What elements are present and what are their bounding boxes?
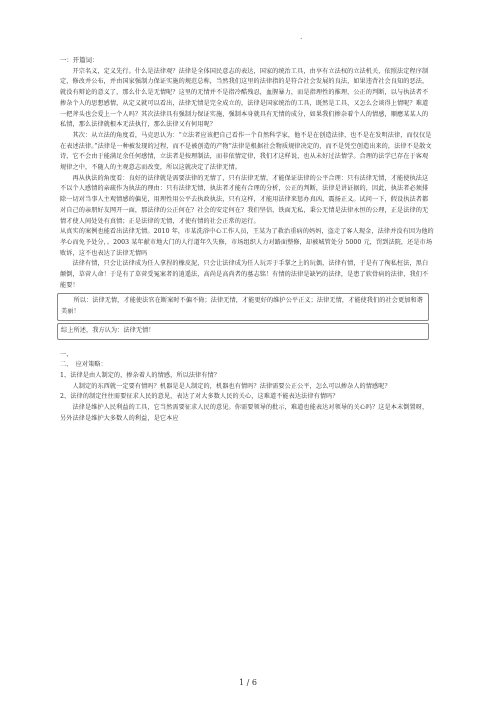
- paragraph-definition: 开宗名义，定义先行。什么是法律观？法律是全体国民意志的表达，国家的统治工具，由享有立法权的立法机关，依照法定程序制定，修改并公布，并由国家强制力保证实施的规范总称，当然我们这里的法律指的是符合社会发展的良法，如果违背社会良知的恶法，就没有辩论的意义了，那么什么是无情呢？这里的无情并不是指冷酷残忍，血腥暴力，而是指理性的推理，公正的判断，以与执法者不掺杂个人的思想感情，从定义就可以看出，法律无情是完全成立的，法律是国家统治的工具，既然是工具，又怎么会谈得上情呢？难道一把斧头也会爱上一个人吗？其次法律具有强制力保证实施，强制本身就具有无情的成分，如果我们掺杂着个人的情感，顺應某某人的私情，那么法律就根本无法执行，那么法律又有何用呢？: [60, 67, 429, 129]
- page-number: 1 / 6: [239, 678, 257, 687]
- highlight-box-conclusion: 综上所述，我方认为：法律无情！: [57, 323, 429, 340]
- answer-one: 人制定的东西就一定要有情吗？机器是是人制定的，机器也有情吗？法律需要公正公平，怎么可以掺杂人的情感呢？: [60, 382, 391, 390]
- document-body: [60, 56, 434, 425]
- question-two: 2、法律的制定往往需要征求人民的意见，表达了对大多数人民的关心，这难道不能表达法律有情吗？: [60, 393, 339, 401]
- header-mark: .: [300, 32, 303, 41]
- question-one: 1、法律是由人制定的，掺杂着人的情感，所以法律有情？: [60, 371, 221, 379]
- paragraph-legislation: 其次：从立法的角度看，马克思认为：“立法者应该把自己看作一个自然科学家，他不是在创造法律，也不是在发明法律，而仅仅是在表述法律。”法律是一种被发现的过程，而不是被创造的产物”法律是根据社会物质规律决定的，而不是凭空创造出来的，法律不是散文诗，它不会由于能满足余任何感情，立法者是按理制法，而非依情定律，我们才这样说，也从未好过法情学。合理的法学已存在于客观规律之中，不随人的主观意志而改变，所以这就决定了法律无情。: [60, 131, 432, 172]
- section-two-heading: 二、 应对策略：: [60, 361, 107, 369]
- highlight-box-therefore: 所以：法律无情，才能使法官在断案时不偏不倚；法律无情，才能更好的维护公平正义；法律无情，才能使我们的社会更加和谐美丽！: [57, 293, 429, 320]
- paragraph-cases: 从真实的案例也能看出法律无情。2010 年，市某洗浴中心工作人员，王某为了救治重病的妈妈，盗走了客人现金，法律并没有因为他的孝心而免予处分，。2003 某年献市地大门的人行道年久失修，市场组织人力对路面整修，却被城管处分 5000 元，罚到法院，还是市场败诉，这不也表达了法律无情吗: [60, 228, 434, 257]
- paragraph-consequences: 法律有情，只会让法律成为任人拿捏的橡皮泥，只会让法律成为任人玩弄于手掌之上的玩偶，法律有情，于是有了徇私枉法，黑白颠倒，草菅人命！于是有了草菅受冤案者的逍遥法，高尚是高尚者的墓志铭！有情的法律是缺钙的法律，是患了软骨病的法律，我们不能要！: [60, 260, 429, 289]
- paragraph-enforcement: 再从执法的角度看：良好的法律就是需要法律的无情了，只有法律无情，才能保证法律的公平合理：只有法律无情，才能使执法这不以个人感情的亲疏作为执法的理由：只有法律无情，执法者才能有合理的分析，公正的判断，法律是讲证据的，因此，执法者必须排除一切对当事人主观情感的偏见，用理性用公平去执政执法，只有这样，才能用法律来惩办真凶，震扬正义。试问一下，假设执法者都对自己的亲朋好友网开一面，那法律的公正何在？社会的安定何在？我们坚信，铁面无私，秉公无情是法律永恒的公理，正是法律的无情才使人间处处有真情；正是法律的无情，才使有情的社会正常的运行。: [60, 174, 429, 225]
- section-one-heading: 一、: [60, 350, 73, 358]
- answer-two: 法律是维护人民利益的工具，它当然需要征求人民的意见。你需要领导的批示，难道也能表达对领导的关心吗？这是本末倒置呀，另外法律是维护大多数人的利益，是它本应: [60, 404, 429, 422]
- opening-heading: 一：开篇词：: [60, 57, 99, 64]
